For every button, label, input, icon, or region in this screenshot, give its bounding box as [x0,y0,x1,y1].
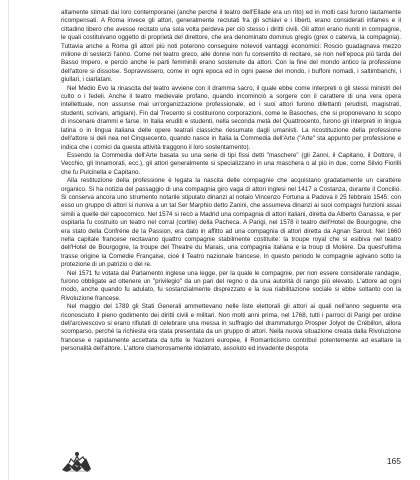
paragraph: Nel Medio Evo la rinascita del teatro avviene con il dramma sacro, il quale ebbe come interpreti o gli stessi ministri del culto o i fedeli. Anche il teatro medievale profano, quando incominciò a sorgere con il carattere di una vera opera intellettuale, non assunse mai un'organizzazione professionale, ed i suoi attori furono dilettanti (erudisti, magistrati, studenti, scrivani, artigiani). Fin dal Trecento si costituirono corporazioni, come le Basoches, che si proponevano lo scopo di inscenare drammi e farse. In Italia eruditi e studenti, nella seconda metà del Quattrocento, furono gli interpreti in lingua latina o in lingua italiana delle opere teatrali classiche riesumate dagli umanisti. La ricostituzione della professione dell'attore si deli nea nel Cinquecento, quando nasce in Italia la Commedia dell'Arte ("Arte" sta appunto per professione e indica che i comici da questa attività traggono il loro sostentamento). [61,84,401,151]
paragraph: Alla restituzione della professione è legata la nascita delle compagnie che acquistano gradatamente un carattere organico. Si ha notizia del passaggio di una compagnia giro vaga di attori inglesi nel 1417 a Costanza, durante il Concilio. Si conserva ancora uno strumento notarile stipulato dinanzi al notaio Vincenzo Fortuna a Padova il 25 febbraio 1545: con esso un gruppo di attori si riuniva a un tal Ser Marphio detto Zanini, che assumeva dinanzi ai suoi compagni funzioni assai simili a quelle del capocomico. Nel 1574 si recò a Madrid una compagnia di attori italiani, diretta da Alberto Ganassa, e per ospitarla fu costruito un teatro nel corral (cortile) della Pacheca. A Parigi, nel 1578 il teatro dell'Hotel de Bourgogne, che era stato della Confrérie de la Passion, era dato in affitto ad una compagnia di attori diretta da Agnan Sarout. Nel 1660 nella capitale francese recitavano quattro compagnie stabilmente costituite: la troupe royal che si esibiva nel teatro dell'Hotel de Bourgogne, la troupe del Theatre du Marais, una compagnia italiana e la troup di Molière. Da quest'ultima trasse origine la Comédie Française, cioè il Teatro nazionale francese. In questo periodo le compagnie agivano sotto la protezione di un patrizio o del re. [61,177,401,269]
harlequin-ornament-icon [60,450,94,474]
body-text [61,9,401,354]
paragraph: altamente stimati dai loro contemporanei (anche perché il teatro dell'Ellade era un rito) ed in molti casi furono lautamente ricompensati. A Roma invece gli attori, generalmente reclutati fra gli schiavi e i liberti, erano considerati infames e il cittadino libero che avesse recitato una sola volta perdeva per ciò stesso i diritti civili. Gli attori erano riuniti in compagnie, le quali costituivano oggetto di proprietà del direttore, che era denominato dominus gregis (grex o caterva, la compagnia). Tuttavia anche a Roma gli attori più noti poterono conseguire notevoli vantaggi economici: Roscio guadagnava mezzo milione di sesterzi l'anno. Come nel teatro greco, alle donne non fu consentito di recitare, se non nell'epoca più tarda del Basso Impero, e perciò anche le parti femminili erano sostenute da attori. Con la fine del mondo antico la professione dell'attore si dissolse. Sopravvissero, come in ogni epoca ed in ogni paese del mondo, i buffoni nomadi, i saltimbanchi, i giullari, i ciarlatani. [61,9,401,84]
page-number: 165 [386,456,401,466]
paragraph: Nel maggio del 1789 gli Stati Generali ammettevano nelle liste elettorali gli attori ai quali nell'anno seguente era riconosciuto il pieno godimento dei diritti civili e militari. Non molti anni prima, nel 1768, tutti i parroci di Parigi per ordine dell'arcivescovo si erano rifiutati di celebrare una messa in suffragio del drammaturgo Prosper Jolyot de Crébillon, allora scomparso, perché la richiesta era stata presentata da un gruppo di attori. Nella nuova situazione creata dalla Rivoluzione francese e rapidamente accettata da tutte le Nazioni europee, il Romanticismo contribuì potentemente ad esaltare la personalità dell'attore. L'attore clamorosamente idolatrato, assoluto ed invadente despota [61,303,401,353]
paragraph: Essendo la Commedia dell'Arte basata su una serie di tipi fissi detti "maschere" (gli Zanni, il Capitano, il Dottore, il Vecchio, gli Innamorati, ecc.), gli attori generalmente si specializzano in una maschera o al più in due, come Silvio Fiorilli che fu Pulcinella e Capitano. [61,151,401,176]
page-edge-rule [8,0,9,480]
paragraph: Nel 1571 fu votata dal Parlamento inglese una legge, per la quale le compagnie, per non essere considerate randagie, furono obbligate ad ottenere un "privilegio" da un pari del regno o da una autorità di rango più elevato. L'attore ad ogni modo, anche quando fu adulato, fu sostanzialmente disprezzato e la sua riabilitazione sociale si ebbe soltanto con la Rivoluzione francese. [61,269,401,302]
